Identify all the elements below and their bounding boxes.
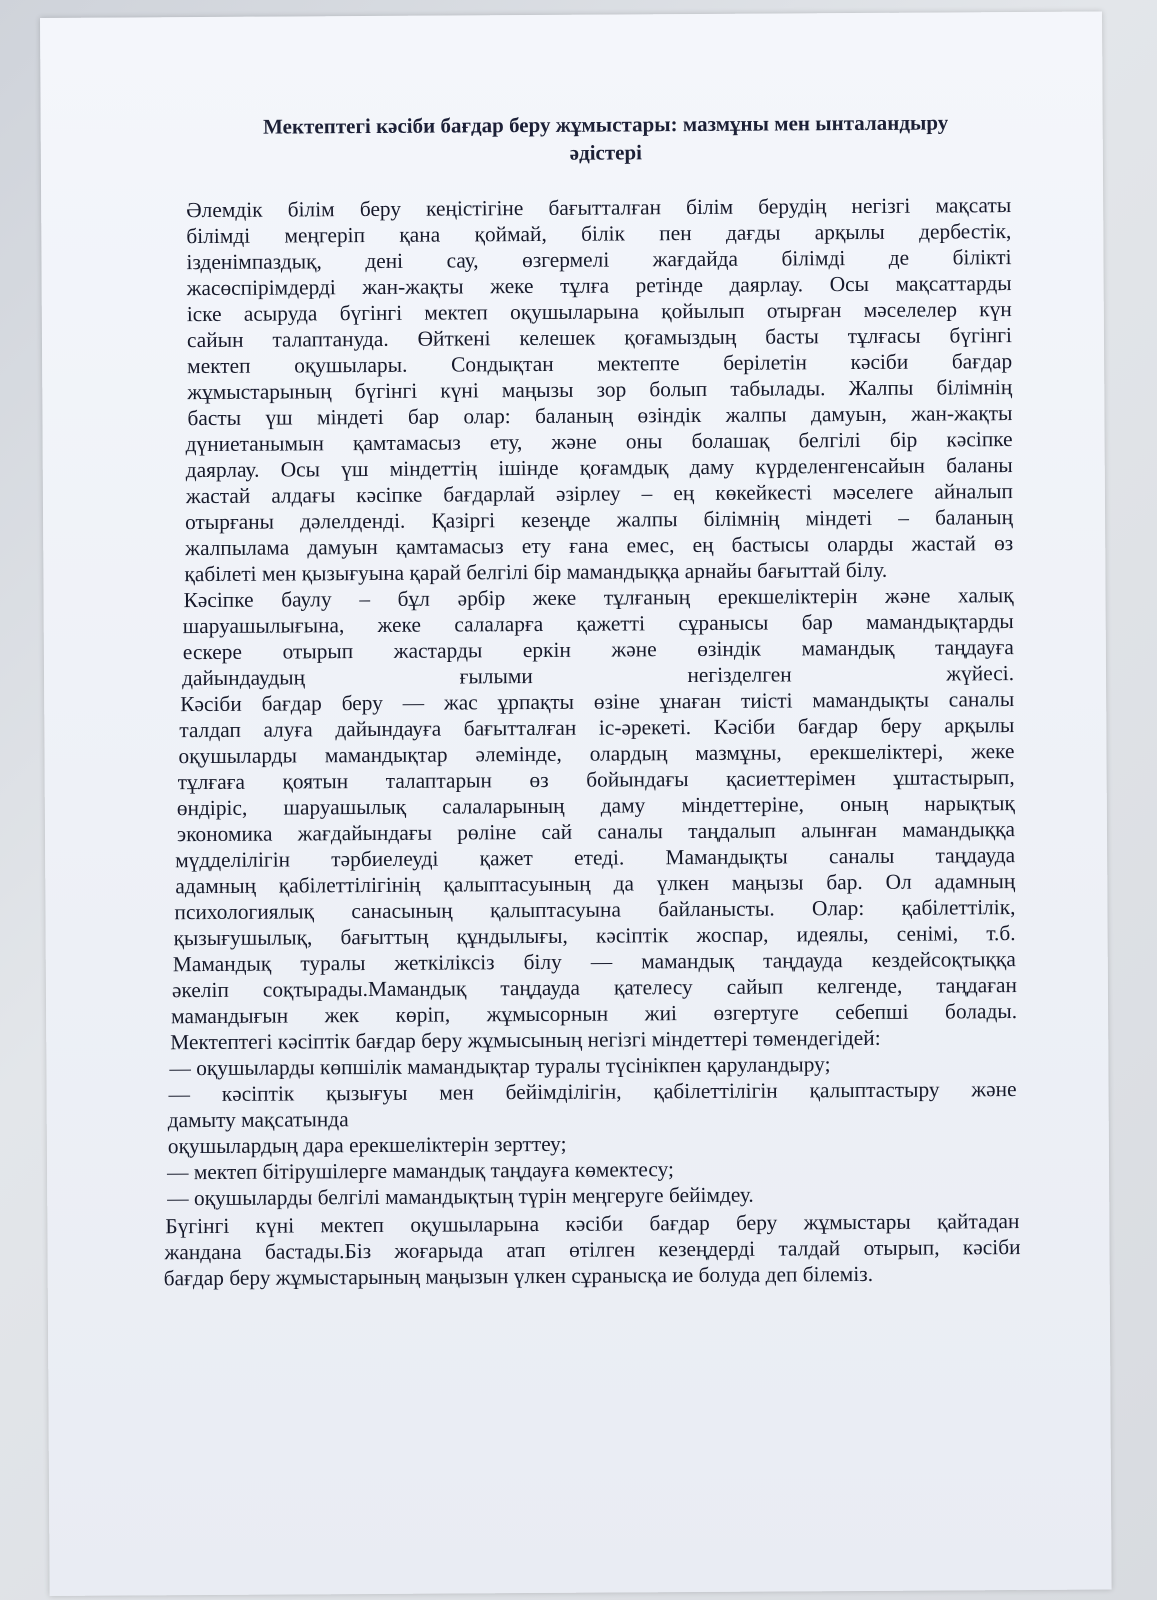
body-line: білімді меңгеріп қана қоймай, білік пен дағды арқылы дербестік,	[186, 219, 1012, 249]
body-line: оқушыларды мамандықтар әлемінде, олардың мазмұны, ерекшеліктері, жеке	[178, 739, 1015, 769]
body-line: басты үш міндеті бар олар: баланың өзіндік жалпы дамуын, жан-жақты	[187, 401, 1013, 431]
body-line: ізденімпаздық, дені сау, өзгермелі жағдайда білімді де білікті	[186, 245, 1012, 275]
body-line: мамандығын жек көріп, жұмысорнын жиі өзгертуге себепші болады.	[171, 999, 1018, 1029]
body-line: Кәсіби бағдар беру — жас ұрпақты өзіне ұнаған тиісті мамандықты саналы	[180, 687, 1015, 717]
body-line: бағдар беру жұмыстарының маңызын үлкен сұранысқа ие болуда деп білеміз.	[163, 1261, 874, 1291]
body-line: ескере отырып жастарды еркін және өзіндік мамандық таңдауға	[182, 635, 1014, 665]
body-line: Мамандық туралы жеткіліксіз білу — мамандық таңдауда кездейсоқтыққа	[172, 947, 1016, 977]
body-line: даярлау. Осы үш міндеттің ішінде қоғамдық даму күрделенгенсайын баланы	[185, 453, 1013, 483]
body-line: Бүгінгі күні мектеп оқушыларына кәсіби бағдар беру жұмыстары қайтадан	[165, 1209, 1020, 1239]
body-line: дайындаудың ғылыми негізделген жүйесі.	[181, 661, 1015, 691]
body-line: қызығушылық, бағыттың құндылығы, кәсіптік жоспар, идеялы, сенімі, т.б.	[173, 921, 1016, 951]
body-line: дүниетанымын қамтамасыз ету, және оны болашақ белгілі бір кәсіпке	[185, 427, 1013, 457]
body-line: жастай алдағы кәсіпке бағдарлай әзірлеу – ең көкейкесті мәселеге айналып	[185, 479, 1013, 509]
body-line: шаруашылығына, жеке салаларға қажетті сұранысы бар мамандықтарды	[182, 609, 1014, 639]
body-line: Кәсіпке баулу – бұл әрбір жеке тұлғаның ерекшеліктерін және халық	[183, 583, 1014, 613]
body-line: қабілеті мен қызығуына қарай белгілі бір мамандыққа арнайы бағыттай білу.	[184, 557, 888, 587]
body-line: әкеліп соқтырады.Мамандық таңдауда қателесу сайып келгенде, таңдаған	[171, 973, 1017, 1003]
body-line: психологиялық санасының қалыптасуына байланысты. Олар: қабілеттілік,	[174, 895, 1016, 925]
body-line: өндіріс, шаруашылық салаларының даму міндеттеріне, оның нарықтық	[176, 791, 1015, 821]
body-line: экономика жағдайындағы рөліне сай саналы таңдалып алынған мамандыққа	[176, 817, 1016, 847]
body-line: жасөспірімдерді жан-жақты жеке тұлға ретінде даярлау. Осы мақсаттарды	[186, 271, 1012, 301]
body-line: талдап алуға дайындауға бағытталған іс-әрекеті. Кәсіби бағдар беру арқылы	[179, 713, 1015, 743]
body-line: отырғаны дәлелденді. Қазіргі кезеңде жалпы білімнің міндеті – баланың	[185, 505, 1014, 535]
body-line: тұлғаға қоятын талаптарын өз бойындағы қасиеттерімен ұштастырып,	[177, 765, 1015, 795]
body-line: жұмыстарының бүгінгі күні маңызы зор болып табылады. Жалпы білімнің	[187, 375, 1013, 405]
body-line: сайын талаптануда. Өйткені келешек қоғамыздың басты тұлғасы бүгінгі	[186, 323, 1013, 353]
paper-sheet	[40, 12, 1112, 1596]
body-line: жандана бастады.Біз жоғарыда атап өтілген кезеңдерді талдай отырып, кәсіби	[164, 1235, 1021, 1265]
body-line: — мектеп бітірушілерге мамандық таңдауға көмектесу;	[166, 1157, 675, 1185]
body-line: — кәсіптік қызығуы мен бейімділігін, қабілеттілігін қалыптастыру және	[168, 1077, 1017, 1107]
body-line: оқушылардың дара ерекшеліктерін зерттеу;	[167, 1131, 567, 1159]
body-line: жалпылама дамуын қамтамасыз ету ғана емес, ең бастысы оларды жастай өз	[185, 531, 1014, 561]
body-line: дамыту мақсатында	[167, 1107, 349, 1133]
body-line: — оқушыларды көпшілік мамандықтар туралы түсінікпен қаруландыру;	[169, 1052, 831, 1081]
title-line-2: әдістері	[569, 140, 643, 165]
document-title	[171, 108, 1041, 169]
body-line: іске асыруда бүгінгі мектеп оқушыларына қойылып отырған мәселелер күн	[186, 297, 1012, 327]
title-line-1: Мектептегі кәсіби бағдар беру жұмыстары: мазмұны мен ынталандыру	[263, 110, 949, 139]
body-line: Мектептегі кәсіптік бағдар беру жұмысының негізгі міндеттері төмендегідей:	[170, 1025, 881, 1055]
body-line: — оқушыларды белгілі мамандықтың түрін меңгеруге бейімдеу.	[167, 1182, 754, 1211]
body-line: мектеп оқушылары. Сондықтан мектепте берілетін кәсіби бағдар	[187, 349, 1013, 379]
body-line: мүдделілігін тәрбиелеуді қажет етеді. Мамандықты саналы таңдауда	[175, 843, 1016, 873]
body-line: Әлемдік білім беру кеңістігіне бағытталған білім берудің негізгі мақсаты	[186, 193, 1012, 223]
body-line: адамның қабілеттілігінің қалыптасуының да үлкен маңызы бар. Ол адамның	[175, 869, 1016, 899]
